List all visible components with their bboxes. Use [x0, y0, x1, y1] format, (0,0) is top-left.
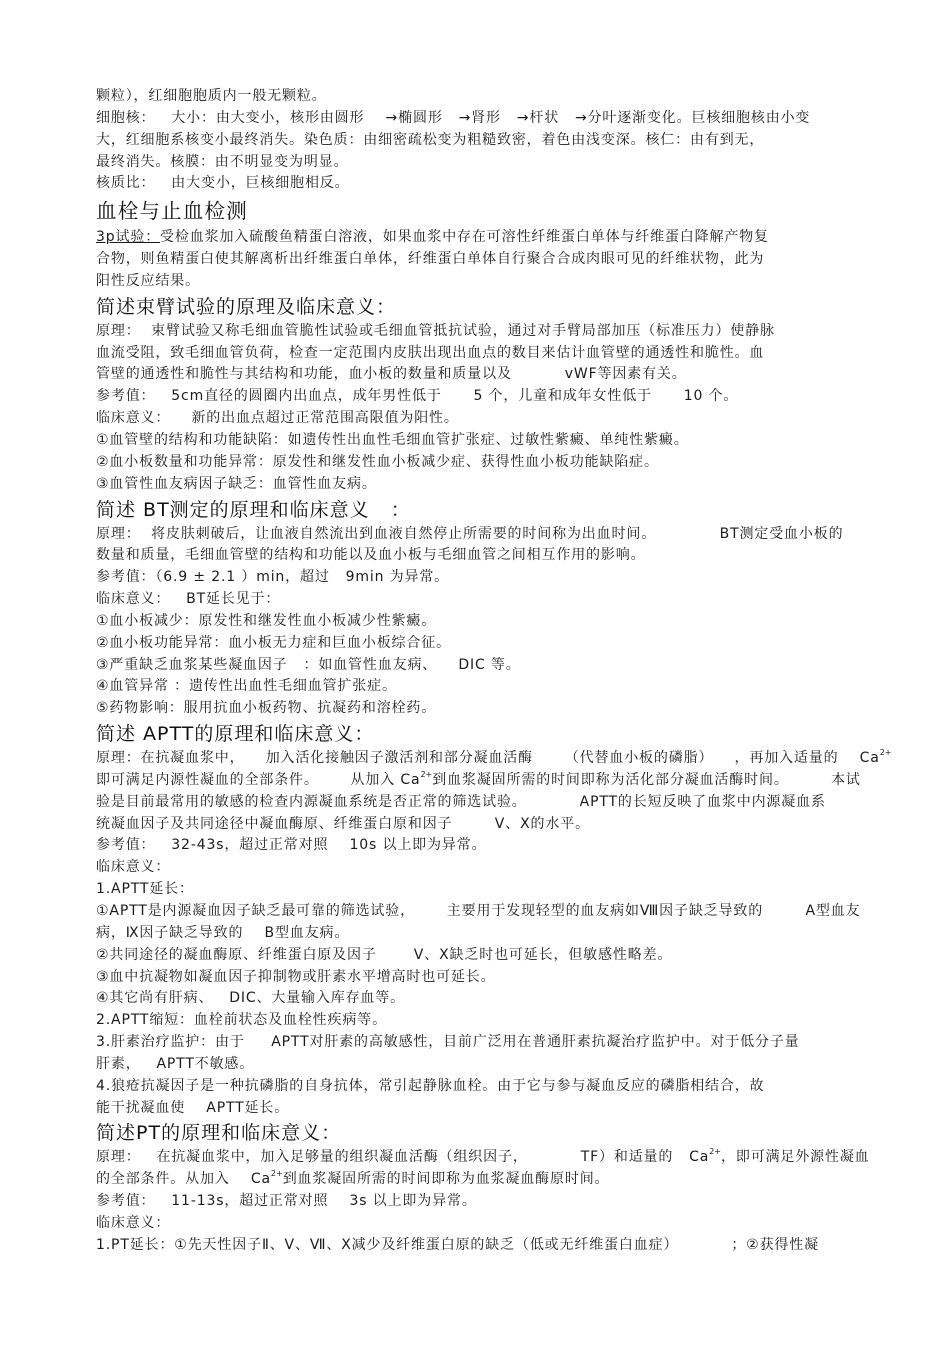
list-item: ⑤药物影响：服用抗血小板药物、抗凝药和溶栓药。 [96, 700, 437, 717]
list-item: 病，Ⅸ因子缺乏导致的 B型血友病。 [96, 924, 350, 941]
paragraph-line: 临床意义： [96, 1214, 171, 1231]
paragraph-line: 大，红细胞系核变小最终消失。染色质：由细密疏松变为粗糙致密，着色由浅变深。核仁：由有到无， [96, 131, 765, 148]
list-item: ④血管异常 ：遗传性出血性毛细血管扩张症。 [96, 678, 397, 695]
paragraph-line: 原理： 将皮肤刺破后，让血液自然流出到血液自然停止所需要的时间称为出血时间。 BT测定受血小板的 [96, 525, 844, 542]
paragraph-line: 临床意义： 新的出血点超过正常范围高限值为阳性。 [96, 410, 459, 427]
list-item: 3.肝素治疗监护：由于 APTT对肝素的高敏感性，目前广泛用在普通肝素抗凝治疗监护中。对于低分子量 [96, 1034, 800, 1051]
paragraph-line: 血流受阻，致毛细血管负荷，检查一定范围内皮肤出现出血点的数目来估计血管壁的通透性和脆性。血 [96, 344, 765, 361]
list-item: ①血管壁的结构和功能缺陷：如遗传性出血性毛细血管扩张症、过敏性紫癜、单纯性紫癜。 [96, 431, 689, 448]
paragraph-line: 临床意义： BT延长见于： [96, 591, 281, 608]
paragraph-line: 最终消失。核膜：由不明显变为明显。 [96, 153, 349, 170]
underlined-term-label: 3p试验： [96, 229, 161, 246]
text-segment: 到血浆凝固所需的时间即称为活化部分凝血活酶时间。 本试 [432, 771, 861, 788]
paragraph-line [96, 1147, 942, 1169]
ion-charge-superscript: 2+ [420, 769, 433, 779]
section-heading: 简述PT的原理和临床意义： [96, 1122, 342, 1145]
section-thrombosis [96, 195, 942, 293]
list-item: 1.PT延长：①先天性因子Ⅱ、Ⅴ、Ⅶ、Ⅹ减少及纤维蛋白原的缺乏（低或无纤维蛋白血症） ；②获得性凝 [96, 1236, 819, 1253]
paragraph-line: 参考值： 5cm直径的圆圈内出血点，成年男性低于 5 个，儿童和成年女性低于 10 个。 [96, 388, 739, 405]
list-item: ③严重缺乏血浆某些凝血因子 ：如血管性血友病、 DIC 等。 [96, 656, 521, 673]
paragraph-line: 参考值：（6.9 ± 2.1 ）min，超过 9min 为异常。 [96, 569, 450, 586]
list-item: ②血小板数量和功能异常：原发性和继发性血小板减少症、获得性血小板功能缺陷症。 [96, 453, 659, 470]
text-segment: 的全部条件。从加入 Ca [96, 1171, 271, 1188]
ion-charge-superscript: 2+ [270, 1169, 283, 1179]
list-item: 能干扰凝血使 APTT延长。 [96, 1099, 290, 1116]
paragraph-line: 临床意义： [96, 859, 171, 876]
list-item: ①血小板减少：原发性和继发性血小板减少性紫癜。 [96, 612, 437, 629]
section-heading: 简述束臂试验的原理及临床意义： [96, 295, 397, 318]
list-item: ③血管性血友病因子缺乏：血管性血友病。 [96, 475, 377, 492]
paragraph-line: 参考值： 32-43s，超过正常对照 10s 以上即为异常。 [96, 837, 487, 854]
text-segment: 到血浆凝固所需的时间即称为血浆凝血酶原时间。 [282, 1171, 610, 1188]
text-segment: 原理：在抗凝血浆中， 加入活化接触因子激活剂和部分凝血活酶 （代替血小板的磷脂） ，再加入适量的 Ca [96, 750, 880, 767]
paragraph-line: 数量和质量，毛细血管壁的结构和功能以及血小板与毛细血管之间相互作用的影响。 [96, 547, 646, 564]
text-segment: 受检血浆加入硫酸鱼精蛋白溶液，如果血浆中存在可溶性纤维蛋白单体与纤维蛋白降解产物复 [160, 229, 769, 246]
list-item: 1.APTT延长： [96, 881, 194, 898]
ion-charge-superscript: 2+ [879, 748, 892, 758]
section-blood-cells [96, 86, 942, 195]
ion-charge-superscript: 2+ [709, 1147, 722, 1157]
paragraph-line: 统凝血因子及共同途径中凝血酶原、纤维蛋白原和因子 V、X的水平。 [96, 815, 590, 832]
list-item: ①APTT是内源凝血因子缺乏最可靠的筛选试验， 主要用于发现轻型的血友病如Ⅷ因子缺乏导致的 A型血友 [96, 903, 861, 919]
paragraph-line: 原理： 束臂试验又称毛细血管脆性试验或毛细血管抵抗试验，通过对手臂局部加压（标准压力）使静脉 [96, 322, 775, 339]
section-tourniquet-test [96, 293, 942, 496]
paragraph-line [96, 1169, 942, 1191]
list-item: ②共同途径的凝血酶原、纤维蛋白原及因子 V、X缺乏时也可延长，但敏感性略差。 [96, 946, 673, 963]
paragraph-line: 核质比： 由大变小，巨核细胞相反。 [96, 175, 350, 192]
section-heading: 血栓与止血检测 [96, 199, 248, 224]
paragraph-line: 参考值： 11-13s，超过正常对照 3s 以上即为异常。 [96, 1193, 477, 1210]
paragraph-line: 阳性反应结果。 [96, 272, 200, 289]
list-item: 肝素， APTT不敏感。 [96, 1055, 255, 1072]
list-item: ②血小板功能异常：血小板无力症和巨血小板综合征。 [96, 634, 451, 651]
paragraph-line: 颗粒），红细胞胞质内一般无颗粒。 [96, 88, 327, 104]
paragraph-line [96, 227, 942, 249]
paragraph-line [96, 770, 942, 792]
paragraph-line: 验是目前最常用的敏感的检查内源凝血系统是否正常的筛选试验。 APTT的长短反映了血浆中内源凝血系 [96, 793, 826, 810]
paragraph-line: 合物，则鱼精蛋白使其解离析出纤维蛋白单体，纤维蛋白单体自行聚合合成肉眼可见的纤维状物，此为 [96, 251, 765, 268]
paragraph-line: 管壁的通透性和脆性与其结构和功能，血小板的数量和质量以及 vWF等因素有关。 [96, 366, 687, 383]
paragraph-line [96, 748, 942, 770]
document-page [96, 86, 942, 1257]
text-segment: 即可满足内源性凝血的全部条件。 从加入 Ca [96, 771, 421, 788]
list-item: 4.狼疮抗凝因子是一种抗磷脂的自身抗体，常引起静脉血栓。由于它与参与凝血反应的磷脂相结合，故 [96, 1077, 765, 1094]
list-item: 2.APTT缩短：血栓前状态及血栓性疾病等。 [96, 1012, 387, 1029]
text-segment: ，即可满足外源性凝血 [721, 1149, 870, 1166]
list-item: ④其它尚有肝病、 DIC、大量输入库存血等。 [96, 990, 405, 1007]
section-pt-test [96, 1119, 942, 1256]
section-heading: 简述 BT测定的原理和临床意义 ： [96, 498, 411, 521]
list-item: ③血中抗凝物如凝血因子抑制物或肝素水平增高时也可延长。 [96, 968, 496, 985]
section-heading: 简述 APTT的原理和临床意义： [96, 723, 375, 746]
section-bt-test [96, 496, 942, 721]
paragraph-line: 细胞核： 大小：由大变小，核形由圆形 →椭圆形 →肾形 →杆状 →分叶逐渐变化。巨核细胞核由小变 [96, 109, 811, 126]
section-aptt-test [96, 720, 942, 1119]
text-segment: 原理： 在抗凝血浆中，加入足够量的组织凝血活酶（组织因子， TF）和适量的 Ca [96, 1149, 710, 1166]
